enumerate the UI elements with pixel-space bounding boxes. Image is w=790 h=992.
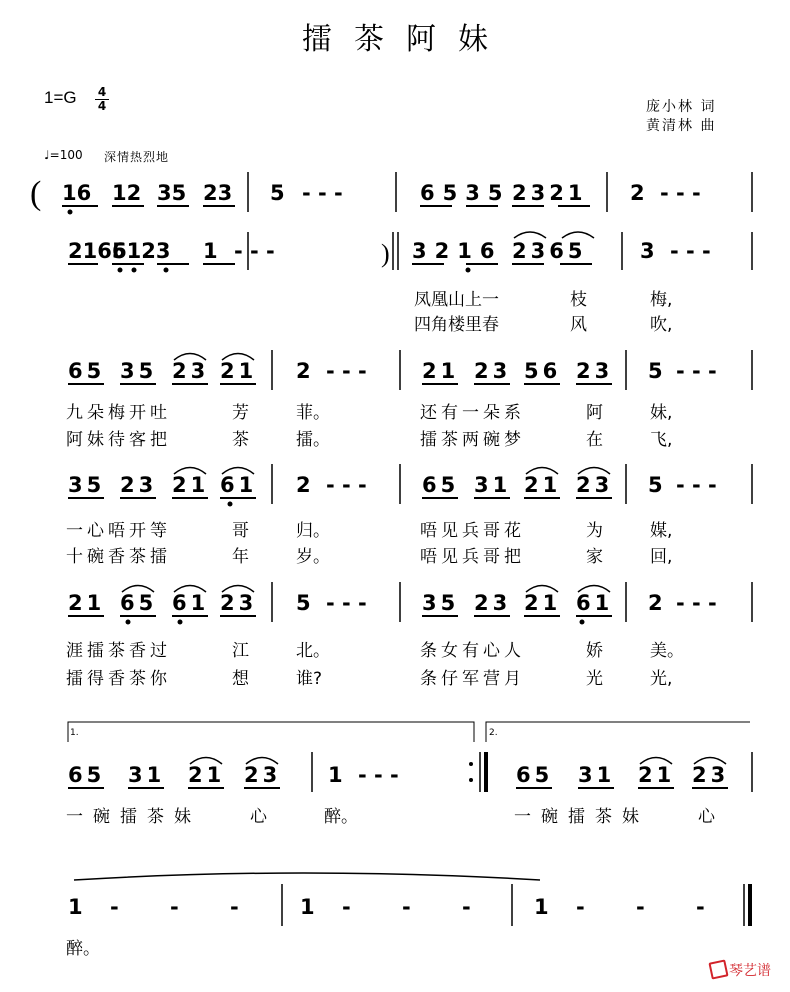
lyric: 一碗擂茶妹 <box>66 807 201 827</box>
lyric: 风 <box>570 315 587 335</box>
lyric: 十碗香茶擂 <box>66 547 171 567</box>
dashes: - - - <box>302 181 343 205</box>
note-group: 35 <box>68 473 106 497</box>
lyric: 岁。 <box>296 547 330 567</box>
note-group: 2 <box>630 181 645 205</box>
dashes: - - - <box>576 895 727 919</box>
lyric: 涯擂茶香过 <box>66 641 171 661</box>
note-group: 61 <box>576 591 614 615</box>
lyric: 还有一朵系 <box>420 403 525 423</box>
tie <box>74 873 540 880</box>
note-group: 3 <box>640 239 655 263</box>
note-group: 23 <box>474 359 512 383</box>
note-group: 65 <box>422 473 460 497</box>
lyric: 菲。 <box>296 403 330 423</box>
lyric: 醉。 <box>324 807 358 827</box>
lyric: 美。 <box>650 641 684 661</box>
lyric: 条女有心人 <box>420 641 525 661</box>
dashes: - - - <box>670 239 711 263</box>
volta-2-label: 2. <box>489 728 498 738</box>
dashes: - - - <box>676 473 717 497</box>
repeat-end-paren: ) <box>381 239 390 268</box>
lyric: 一心唔开等 <box>66 521 171 541</box>
lyric: 光, <box>650 669 673 689</box>
lyric: 北。 <box>296 641 330 661</box>
lyric: 为 <box>586 521 603 541</box>
note-group: 21 <box>188 763 226 787</box>
note-group: 2 <box>648 591 663 615</box>
note-group: 35 <box>157 181 187 205</box>
site-watermark: 琴艺谱 <box>710 960 771 980</box>
note-group: 5 <box>296 591 311 615</box>
note: 1 <box>534 895 549 919</box>
repeat-dots <box>469 762 473 782</box>
page-title: 擂茶阿妹 <box>302 22 510 57</box>
note-group: 2165 <box>68 239 127 263</box>
note-group: 23 <box>244 763 282 787</box>
note-group: 65 <box>120 591 158 615</box>
note-group: 5 <box>270 181 285 205</box>
note-group: 31 <box>578 763 616 787</box>
lyric: 光 <box>586 669 603 689</box>
note-group: 5 <box>648 359 663 383</box>
note-group: 23 <box>120 473 158 497</box>
note-group: 1 <box>203 239 218 263</box>
note-group: 23 <box>203 181 233 205</box>
note-group: 16 <box>62 181 92 205</box>
dashes: - - - <box>358 763 399 787</box>
dashes: - - - <box>234 239 275 263</box>
note-group: 2 <box>296 359 311 383</box>
note-group: 23 <box>692 763 730 787</box>
lyric: 妹, <box>650 403 673 423</box>
lyric: 阿 <box>586 403 603 423</box>
note-group: 56 <box>524 359 562 383</box>
volta-1-label: 1. <box>70 728 79 738</box>
note-group: 23 <box>474 591 512 615</box>
note-group: 6123 <box>112 239 171 263</box>
note-group: 2365 <box>512 239 587 263</box>
lyric: 年 <box>232 547 249 567</box>
note-group: 2 <box>296 473 311 497</box>
lyric: 擂。 <box>296 430 330 450</box>
dashes: - - - <box>326 591 367 615</box>
note-group: 12 <box>112 181 142 205</box>
lyric: 茶 <box>232 430 249 450</box>
tempo-mark: ♩=100 <box>44 148 83 162</box>
lyric: 四角楼里春 <box>414 315 499 335</box>
time-sig-top: 4 <box>97 85 107 99</box>
note-group: 21 <box>524 591 562 615</box>
note-group: 21 <box>68 591 106 615</box>
note-group: 21 <box>172 473 210 497</box>
note-group: 31 <box>128 763 166 787</box>
note: 1 <box>68 895 83 919</box>
note-group: 23 <box>576 473 614 497</box>
lyric: 心 <box>698 807 715 827</box>
lyric: 娇 <box>586 641 603 661</box>
time-sig-bottom: 4 <box>97 99 107 113</box>
lyric: 吹, <box>650 315 673 335</box>
note-group: 65 <box>516 763 554 787</box>
lyric: 心 <box>250 807 267 827</box>
note-group: 2321 <box>512 181 587 205</box>
lyric: 擂茶两碗梦 <box>420 430 525 450</box>
lyric: 唔见兵哥把 <box>420 547 525 567</box>
note-group: 21 <box>220 359 258 383</box>
lyric: 哥 <box>232 521 249 541</box>
lyric: 一碗擂茶妹 <box>514 807 649 827</box>
dashes: - - - <box>110 895 261 919</box>
note-group: 21 <box>422 359 460 383</box>
key-signature: 1=G <box>44 88 77 107</box>
lyric: 想 <box>232 669 249 689</box>
dashes: - - - <box>326 359 367 383</box>
lyric: 谁? <box>296 669 323 689</box>
note-group: 23 <box>220 591 258 615</box>
note: 1 <box>300 895 315 919</box>
note-group: 5 <box>648 473 663 497</box>
note-group: 1 <box>328 763 343 787</box>
note-group: 23 <box>576 359 614 383</box>
lyric: 枝 <box>570 290 587 310</box>
lyric: 条仔军营月 <box>420 669 525 689</box>
lyric: 媒, <box>650 521 673 541</box>
lyric: 芳 <box>232 403 249 423</box>
note-group: 61 <box>172 591 210 615</box>
lyric: 在 <box>586 430 603 450</box>
lyric: 醉。 <box>66 939 100 959</box>
dashes: - - - <box>342 895 493 919</box>
lyric: 九朵梅开吐 <box>66 403 171 423</box>
lyric: 梅, <box>650 290 673 310</box>
note-group: 65 <box>68 359 106 383</box>
note-group: 31 <box>474 473 512 497</box>
lyric: 阿妹待客把 <box>66 430 171 450</box>
note-group: 6535 <box>420 181 511 205</box>
dashes: - - - <box>660 181 701 205</box>
lyric: 凤凰山上一 <box>414 290 499 310</box>
lyric: 唔见兵哥花 <box>420 521 525 541</box>
note-group: 21 <box>524 473 562 497</box>
logo-icon <box>708 959 728 979</box>
note-group: 61 <box>220 473 258 497</box>
note-group: 65 <box>68 763 106 787</box>
lyric: 江 <box>232 641 249 661</box>
lyricist-credit: 庞小林 词 <box>646 99 717 115</box>
lyric: 擂得香茶你 <box>66 669 171 689</box>
composer-credit: 黄清林 曲 <box>646 118 717 134</box>
dashes: - - - <box>676 359 717 383</box>
lyric: 归。 <box>296 521 330 541</box>
repeat-start-paren: ( <box>30 175 42 212</box>
note-group: 35 <box>422 591 460 615</box>
lyric: 家 <box>586 547 603 567</box>
note-group: 21 <box>638 763 676 787</box>
note-group: 23 <box>172 359 210 383</box>
expression-mark: 深情热烈地 <box>104 150 170 164</box>
dashes: - - - <box>326 473 367 497</box>
dashes: - - - <box>676 591 717 615</box>
lyric: 回, <box>650 547 673 567</box>
lyric: 飞, <box>650 430 673 450</box>
note-group: 35 <box>120 359 158 383</box>
note-group: 3216 <box>412 239 503 263</box>
